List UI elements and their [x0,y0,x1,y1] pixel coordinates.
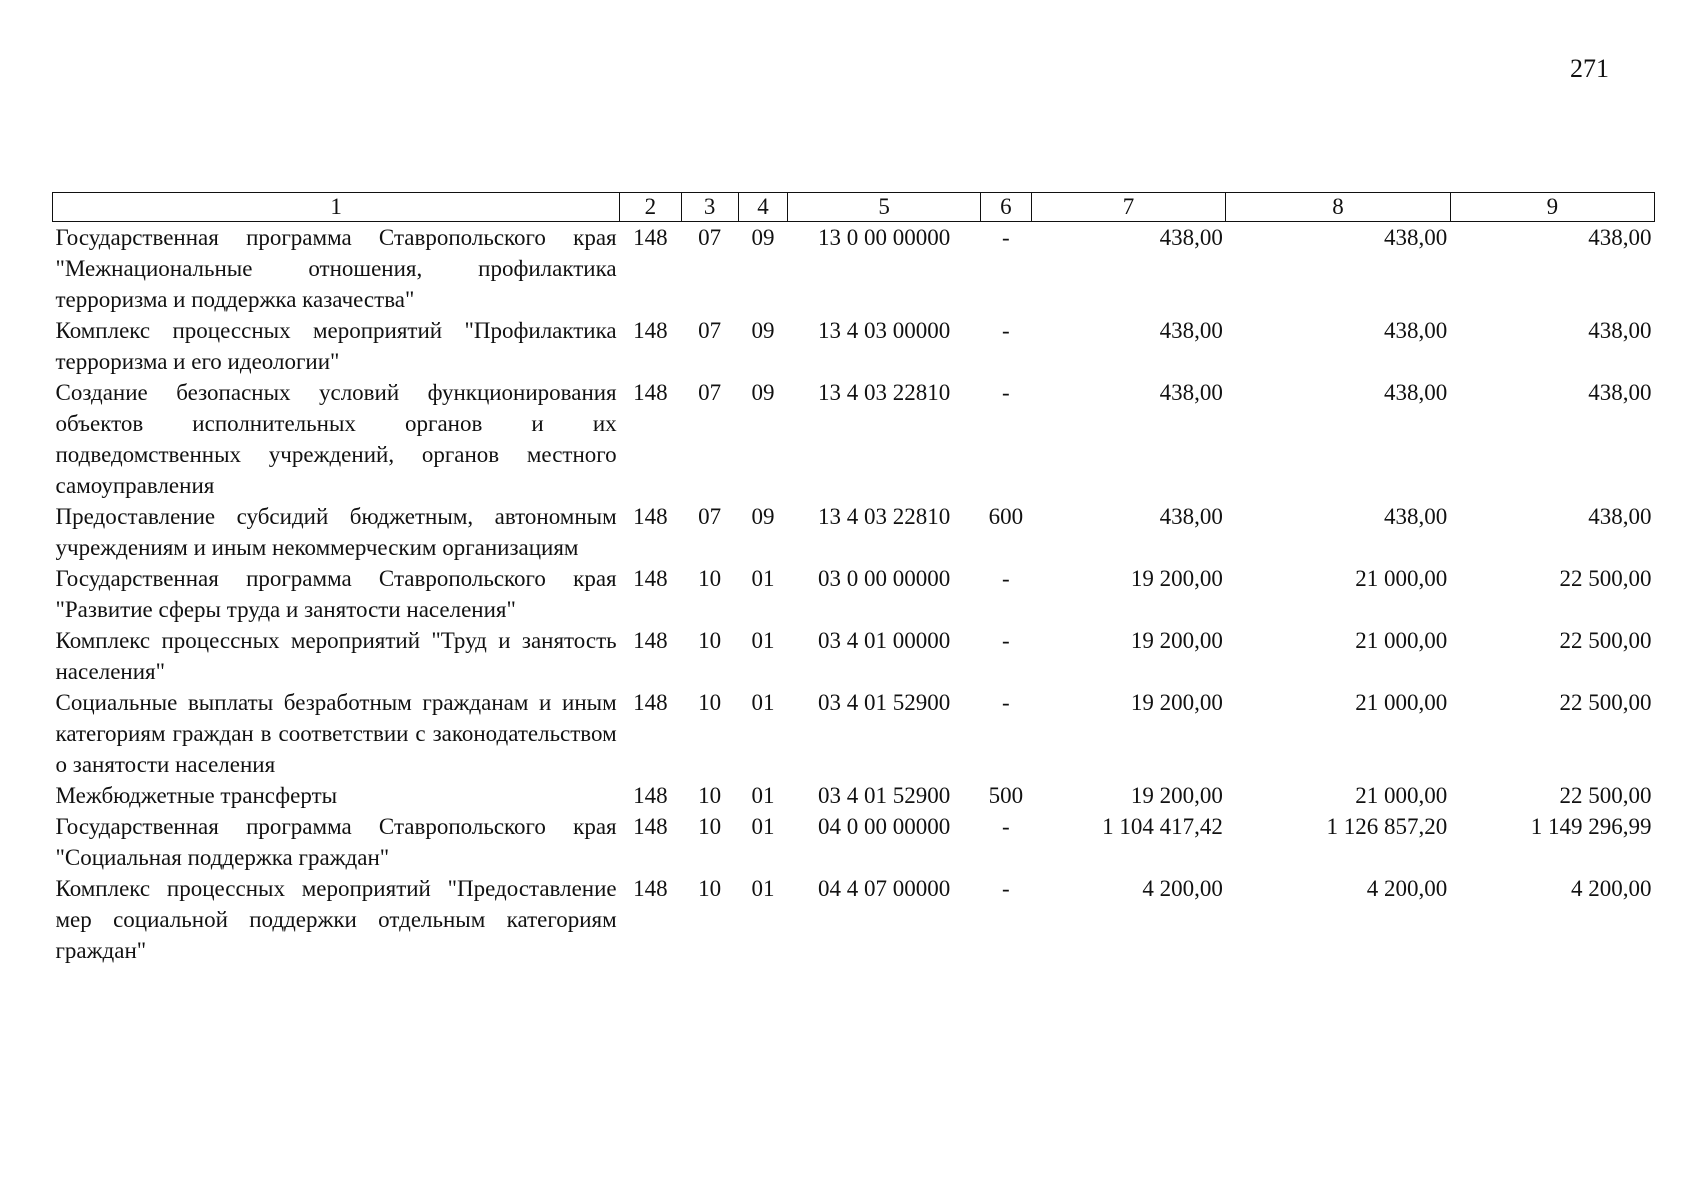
row-name-cell: Предоставление субсидий бюджетным, автономным учреждениям и иным некоммерческим организациям [55,504,617,560]
row-amount-col-9-cell: 438,00 [1588,504,1652,529]
row-code-cell: 13 4 03 00000 [818,318,951,343]
row-code-cell: 03 4 01 52900 [818,690,951,715]
row-col-6-cell: - [1001,628,1010,653]
header-col-6: 6 [980,193,1031,222]
row-amount-col-9-cell: 4 200,00 [1571,876,1652,901]
row-col-4-cell: 01 [751,690,775,715]
row-col-4-cell: 01 [751,566,775,591]
row-amount-col-9-cell: 1 149 296,99 [1530,814,1652,839]
row-code-cell: 03 0 00 00000 [818,566,951,591]
row-code-cell: 13 4 03 22810 [818,380,951,405]
row-col-4-cell: 09 [751,225,775,250]
row-col-6-cell: - [1001,380,1010,405]
row-amount-col-9-cell: 22 500,00 [1559,783,1652,808]
row-col-4-cell: 09 [751,380,775,405]
row-col-6-cell: 600 [988,504,1024,529]
table-row [53,222,1655,316]
table-row [53,377,1655,501]
row-code-cell: 03 4 01 52900 [818,783,951,808]
header-col-7: 7 [1031,193,1226,222]
row-col-6-cell: - [1001,690,1010,715]
row-col-6-cell: - [1001,876,1010,901]
row-amount-col-7-cell: 1 104 417,42 [1102,814,1223,839]
row-amount-col-8-cell: 21 000,00 [1355,690,1448,715]
row-amount-col-8-cell: 21 000,00 [1355,783,1448,808]
row-code-cell: 03 4 01 00000 [818,628,951,653]
row-amount-col-8-cell: 438,00 [1383,318,1448,343]
row-code-cell: 13 0 00 00000 [818,225,951,250]
row-name-cell: Социальные выплаты безработным гражданам и иным категориям граждан в соответствии с законодательством о занятости населения [55,690,617,777]
header-col-2: 2 [620,193,681,222]
header-col-5: 5 [788,193,981,222]
row-amount-col-8-cell: 21 000,00 [1355,566,1448,591]
row-amount-col-9-cell: 22 500,00 [1559,566,1652,591]
row-col-2-cell: 148 [633,628,668,653]
row-col-3-cell: 07 [698,504,722,529]
row-amount-col-8-cell: 21 000,00 [1355,628,1448,653]
table-row [53,873,1655,966]
row-col-3-cell: 10 [698,628,722,653]
row-name-cell: Государственная программа Ставропольского края "Межнациональные отношения, профилактика терроризма и поддержка казачества" [55,225,617,312]
row-name-cell: Создание безопасных условий функционирования объектов исполнительных органов и их подведомственных учреждений, органов местного самоуправления [55,380,617,498]
page-number: 271 [1570,54,1609,83]
row-col-3-cell: 10 [698,814,722,839]
row-col-3-cell: 10 [698,566,722,591]
row-amount-col-8-cell: 438,00 [1383,504,1448,529]
row-col-2-cell: 148 [633,876,668,901]
row-col-6-cell: 500 [988,783,1024,808]
row-code-cell: 04 0 00 00000 [818,814,951,839]
row-code-cell: 13 4 03 22810 [818,504,951,529]
row-col-3-cell: 07 [698,380,722,405]
row-amount-col-7-cell: 438,00 [1159,318,1223,343]
table-row [53,625,1655,687]
row-col-6-cell: - [1001,225,1010,250]
row-amount-col-9-cell: 438,00 [1588,225,1652,250]
row-col-4-cell: 01 [751,814,775,839]
row-amount-col-7-cell: 19 200,00 [1130,690,1223,715]
row-amount-col-7-cell: 438,00 [1159,504,1223,529]
row-amount-col-7-cell: 19 200,00 [1130,566,1223,591]
table-row [53,811,1655,873]
row-amount-col-8-cell: 438,00 [1383,380,1448,405]
row-amount-col-8-cell: 4 200,00 [1366,876,1448,901]
row-col-4-cell: 01 [751,876,775,901]
row-code-cell: 04 4 07 00000 [818,876,951,901]
row-name-cell: Государственная программа Ставропольского края "Развитие сферы труда и занятости населения" [55,566,617,622]
row-col-2-cell: 148 [633,504,668,529]
row-col-2-cell: 148 [633,380,668,405]
row-name-cell: Комплекс процессных мероприятий "Профилактика терроризма и его идеологии" [55,318,617,374]
row-name-cell: Государственная программа Ставропольского края "Социальная поддержка граждан" [55,814,617,870]
row-col-3-cell: 07 [698,225,722,250]
row-name-cell: Комплекс процессных мероприятий "Труд и занятость населения" [55,628,617,684]
row-amount-col-7-cell: 4 200,00 [1142,876,1223,901]
table-row [53,315,1655,377]
row-amount-col-7-cell: 19 200,00 [1130,783,1223,808]
row-amount-col-8-cell: 438,00 [1383,225,1448,250]
row-col-4-cell: 09 [751,504,775,529]
column-number-header [53,193,1655,222]
row-col-6-cell: - [1001,566,1010,591]
table-row [53,780,1655,811]
row-amount-col-9-cell: 22 500,00 [1559,690,1652,715]
row-name-cell: Комплекс процессных мероприятий "Предоставление мер социальной поддержки отдельным категориям граждан" [55,876,617,963]
row-col-2-cell: 148 [633,225,668,250]
row-amount-col-7-cell: 19 200,00 [1130,628,1223,653]
row-col-3-cell: 07 [698,318,722,343]
row-amount-col-7-cell: 438,00 [1159,380,1223,405]
header-col-3: 3 [681,193,738,222]
table-row [53,563,1655,625]
row-col-4-cell: 09 [751,318,775,343]
table-row [53,687,1655,780]
row-col-2-cell: 148 [633,783,668,808]
row-col-3-cell: 10 [698,690,722,715]
row-col-6-cell: - [1001,318,1010,343]
row-col-3-cell: 10 [698,876,722,901]
budget-table [52,192,1655,966]
header-col-8: 8 [1226,193,1450,222]
table-body [53,222,1655,967]
row-amount-col-9-cell: 438,00 [1588,318,1652,343]
row-amount-col-7-cell: 438,00 [1159,225,1223,250]
row-col-2-cell: 148 [633,566,668,591]
row-amount-col-9-cell: 438,00 [1588,380,1652,405]
row-col-4-cell: 01 [751,783,775,808]
header-col-4: 4 [738,193,788,222]
row-col-6-cell: - [1001,814,1010,839]
row-amount-col-8-cell: 1 126 857,20 [1326,814,1448,839]
row-name-cell: Межбюджетные трансферты [55,783,338,808]
row-col-4-cell: 01 [751,628,775,653]
table-row [53,501,1655,563]
header-col-9: 9 [1450,193,1654,222]
header-col-1: 1 [53,193,620,222]
row-col-2-cell: 148 [633,690,668,715]
row-col-2-cell: 148 [633,318,668,343]
row-col-3-cell: 10 [698,783,722,808]
row-amount-col-9-cell: 22 500,00 [1559,628,1652,653]
row-col-2-cell: 148 [633,814,668,839]
